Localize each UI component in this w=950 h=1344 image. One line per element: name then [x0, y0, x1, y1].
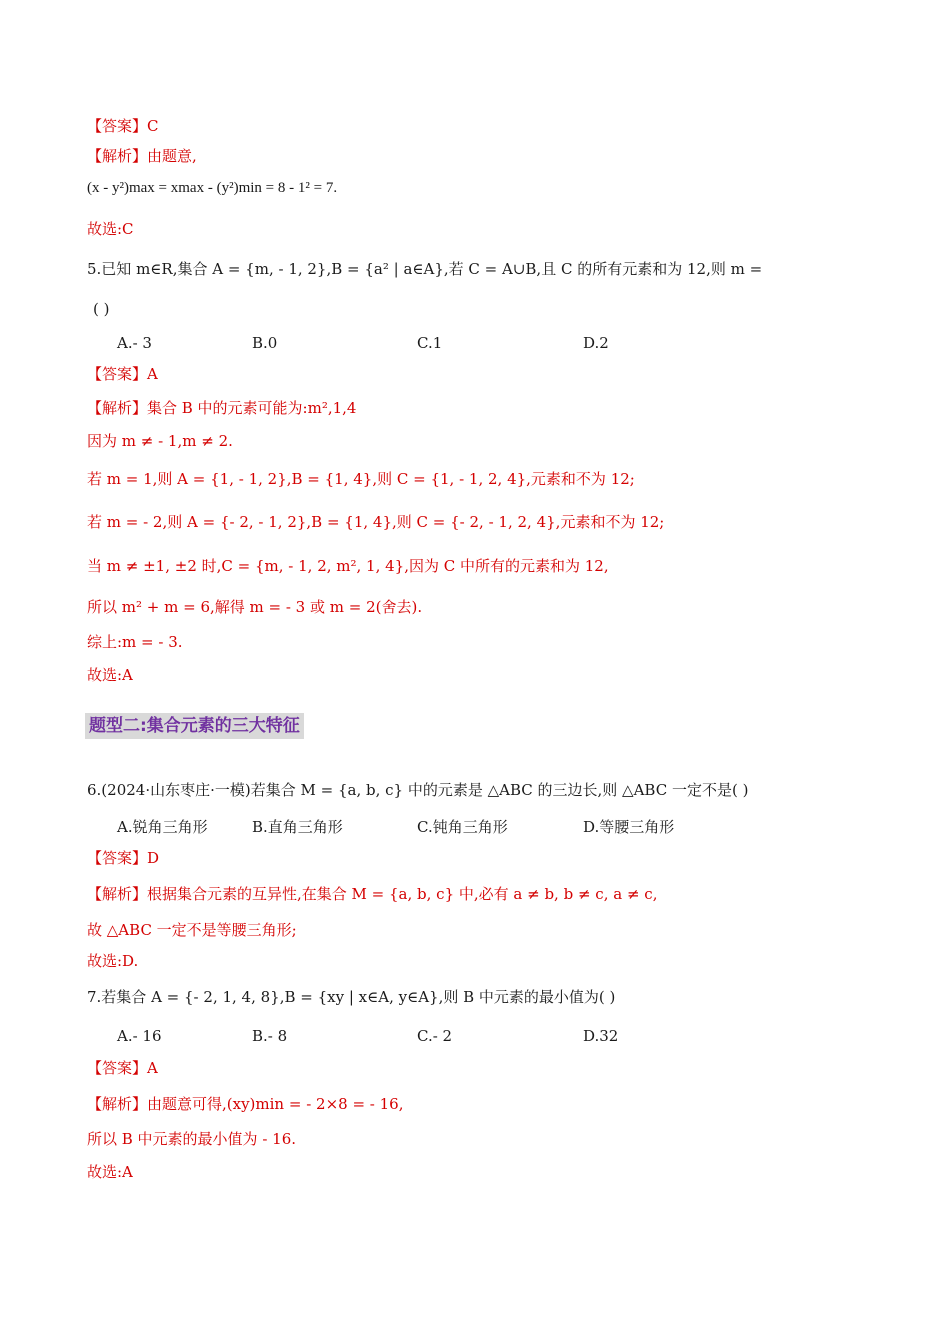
question-6-analysis-2: 故 △ABC 一定不是等腰三角形;: [87, 921, 297, 939]
question-5-analysis-5: 当 m ≠ ±1, ±2 时,C = {m, - 1, 2, m², 1, 4},因为 C 中所有的元素和为 12,: [87, 557, 609, 575]
analysis-label: 【解析】由题意,: [87, 147, 197, 165]
question-7-analysis-3: 故选:A: [87, 1163, 133, 1181]
question-5-answer: 【答案】A: [87, 365, 158, 383]
choice-line: 故选:C: [87, 220, 134, 238]
question-5-analysis-2: 因为 m ≠ - 1,m ≠ 2.: [87, 432, 233, 450]
question-5-paren: ( ): [93, 300, 110, 318]
question-5-option-a: A.- 3: [117, 334, 152, 352]
question-6-option-d: D.等腰三角形: [583, 818, 675, 836]
question-6-analysis-3: 故选:D.: [87, 952, 139, 970]
question-6-option-b: B.直角三角形: [252, 818, 343, 836]
question-5-analysis-8: 故选:A: [87, 666, 133, 684]
question-6-option-a: A.锐角三角形: [117, 818, 208, 836]
question-6-option-c: C.钝角三角形: [417, 818, 508, 836]
question-7-analysis-2: 所以 B 中元素的最小值为 - 16.: [87, 1130, 297, 1148]
question-5-analysis-6: 所以 m² + m = 6,解得 m = - 3 或 m = 2(舍去).: [87, 598, 423, 616]
question-5-analysis-7: 综上:m = - 3.: [87, 633, 183, 651]
question-7-option-a: A.- 16: [117, 1027, 162, 1045]
question-5-stem: 5.已知 m∈R,集合 A = {m, - 1, 2},B = {a² | a∈A},若 C = A∪B,且 C 的所有元素和为 12,则 m =: [87, 260, 763, 278]
question-5-option-c: C.1: [417, 334, 443, 352]
question-7-option-d: D.32: [583, 1027, 619, 1045]
answer-label: 【答案】C: [87, 117, 159, 135]
question-5-option-b: B.0: [252, 334, 278, 352]
question-7-analysis-1: 【解析】由题意可得,(xy)min = - 2×8 = - 16,: [87, 1095, 404, 1113]
formula-line: (x - y²)max = xmax - (y²)min = 8 - 1² = 7.: [87, 180, 338, 196]
question-7-stem: 7.若集合 A = {- 2, 1, 4, 8},B = {xy | x∈A, y∈A},则 B 中元素的最小值为( ): [87, 988, 616, 1006]
question-5-analysis-3: 若 m = 1,则 A = {1, - 1, 2},B = {1, 4},则 C = {1, - 1, 2, 4},元素和不为 12;: [87, 470, 635, 488]
section-heading: 题型二:集合元素的三大特征: [85, 713, 304, 739]
question-6-stem: 6.(2024·山东枣庄·一模)若集合 M = {a, b, c} 中的元素是 △ABC 的三边长,则 △ABC 一定不是( ): [87, 781, 749, 799]
question-7-option-c: C.- 2: [417, 1027, 453, 1045]
question-6-answer: 【答案】D: [87, 849, 160, 867]
question-7-answer: 【答案】A: [87, 1059, 158, 1077]
question-7-option-b: B.- 8: [252, 1027, 288, 1045]
question-5-analysis-1: 【解析】集合 B 中的元素可能为:m²,1,4: [87, 399, 357, 417]
question-5-analysis-4: 若 m = - 2,则 A = {- 2, - 1, 2},B = {1, 4},则 C = {- 2, - 1, 2, 4},元素和不为 12;: [87, 513, 665, 531]
question-5-option-d: D.2: [583, 334, 609, 352]
question-6-analysis-1: 【解析】根据集合元素的互异性,在集合 M = {a, b, c} 中,必有 a ≠ b, b ≠ c, a ≠ c,: [87, 885, 658, 903]
